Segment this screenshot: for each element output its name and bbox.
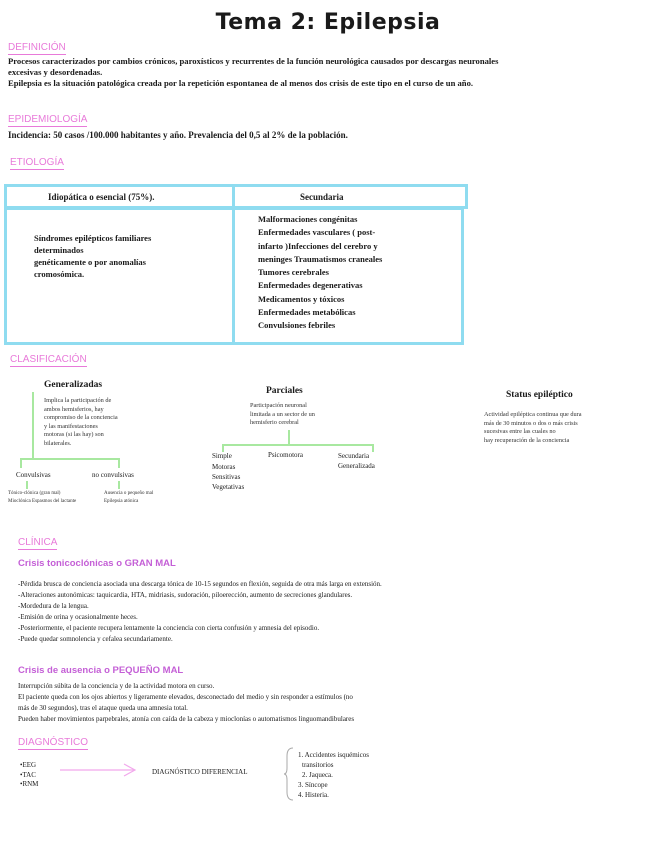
generalizadas-branch xyxy=(20,458,120,460)
gran-mal-line: -Alteraciones autonómicas: taquicardia, HTA, midriasis, sudoración, piloerección, aumento de secreciones glandulares. xyxy=(18,591,353,599)
secundaria-generalizada-label: Generalizada xyxy=(338,462,375,470)
pequeno-mal-line: El paciente queda con los ojos abiertos y ligeramente elevados, desconectado del medio y sin responder a estímulos (no xyxy=(18,693,353,701)
pequeno-mal-title: Crisis de ausencia o PEQUEÑO MAL xyxy=(18,665,184,676)
status-desc-line: sucesivas entre las cuales no xyxy=(484,428,556,436)
clinica-heading: CLÍNICA xyxy=(18,537,58,548)
status-desc xyxy=(484,411,582,445)
generalizadas-desc-line: ambos hemisferios, hay xyxy=(44,405,104,413)
parciales-desc xyxy=(250,402,315,428)
etiologia-col2-line: Medicamentos y tóxicos xyxy=(258,293,345,304)
diagnostico-list xyxy=(298,750,369,800)
etiologia-col1-text xyxy=(34,232,151,280)
generalizadas-desc-line: Implica la participación de xyxy=(44,397,112,404)
simple-item: Sensitivas xyxy=(212,473,241,481)
etiologia-col2-line: Enfermedades degenerativas xyxy=(258,280,363,291)
generalizadas-branch-left xyxy=(20,458,22,468)
diagnostico-test: •EEG xyxy=(20,761,37,769)
simple-label: Simple xyxy=(212,452,232,460)
parciales-branch-left xyxy=(222,444,224,452)
parciales-connector xyxy=(288,430,290,444)
gran-mal-line: -Mordedura de la lengua. xyxy=(18,602,89,610)
etiologia-column-divider xyxy=(232,207,235,345)
etiologia-col2-line: Enfermedades metabólicas xyxy=(258,307,356,318)
etiologia-col1-line: determinados xyxy=(34,245,84,255)
generalizadas-desc-line: motoras (si las hay) son xyxy=(44,431,104,439)
pequeno-mal-line: más de 30 segundos), tras el ataque queda una amnesia total. xyxy=(18,704,188,712)
gran-mal-line: -Posteriormente, el paciente recupera lentamente la conciencia con cierta confusión y amnesia del episodio. xyxy=(18,624,320,632)
definicion-line: excesivas y desordenadas. xyxy=(8,67,103,77)
pequeno-mal-line: Interrupción súbita de la conciencia y de la actividad motora en curso. xyxy=(18,682,215,690)
generalizadas-desc xyxy=(44,397,118,449)
etiologia-header-divider xyxy=(232,184,468,209)
etiologia-col2-line: Enfermedades vasculares ( post- xyxy=(258,227,376,238)
pequeno-mal-line: Pueden haber movimientos parpebrales, atonía con caída de la cabeza y mioclonías o automatismos linguomandibulares xyxy=(18,715,355,723)
definicion-text xyxy=(8,56,648,89)
convulsivas-desc xyxy=(8,490,76,506)
convulsivas-label: Convulsivas xyxy=(16,471,51,479)
page-title: Tema 2: Epilepsia xyxy=(215,10,441,35)
status-desc-line: Actividad epiléptica continua que dura xyxy=(484,411,582,418)
etiologia-col1-line: cromosómica. xyxy=(34,269,85,279)
generalizadas-desc-line: compromiso de la conciencia xyxy=(44,414,118,422)
etiologia-col2-line: Malformaciones congénitas xyxy=(258,214,358,224)
generalizadas-connector xyxy=(32,392,34,458)
diagnostico-list-item: 3. Síncope xyxy=(298,781,328,789)
convulsivas-desc-line: Mioclónica Espasmos del lactante xyxy=(8,499,77,504)
simple-item: Vegetativas xyxy=(212,483,245,491)
gran-mal-line: -Emisión de orina y ocasionalmente heces. xyxy=(18,613,138,621)
gran-mal-line: -Puede quedar somnolencia y cefalea secundariamente. xyxy=(18,635,173,643)
diagnostico-list-item: 4. Histeria. xyxy=(298,791,329,799)
parciales-desc-line: limitada a un sector de un xyxy=(250,410,315,418)
no-convulsivas-desc-line: Epilepsia atónica xyxy=(104,499,139,504)
epidemiologia-heading: EPIDEMIOLOGÍA xyxy=(8,114,88,125)
status-title: Status epiléptico xyxy=(506,390,573,400)
parciales-title: Parciales xyxy=(266,386,303,396)
diagnostico-list-item: 1. Accidentes isquémicos xyxy=(298,751,369,759)
convulsivas-connector xyxy=(26,481,28,489)
parciales-branch-right xyxy=(372,444,374,452)
convulsivas-desc-line: Tónico-clónica (gran mal) xyxy=(8,491,61,496)
generalizadas-branch-right xyxy=(118,458,120,468)
definicion-line: Epilepsia es la situación patológica creada por la repetición espontanea de al menos dos crisis de este tipo en el curso de un año. xyxy=(8,78,474,88)
diagnostico-heading: DIAGNÓSTICO xyxy=(18,737,89,748)
no-convulsivas-connector xyxy=(118,481,120,489)
diagnostico-diferencial-label: DIAGNÓSTICO DIFERENCIAL xyxy=(152,768,248,776)
etiologia-col2-line: infarto )Infecciones del cerebro y xyxy=(258,240,378,251)
arrow-right-icon xyxy=(58,762,138,778)
secundaria-label: Secundaria xyxy=(338,452,370,460)
status-desc-line: más de 30 minutos o dos o más crisis xyxy=(484,419,578,427)
no-convulsivas-desc xyxy=(104,490,153,506)
etiologia-heading: ETIOLOGÍA xyxy=(10,157,64,168)
gran-mal-line: -Pérdida brusca de conciencia asociada una descarga tónica de 10-15 segundos en flexión, seguida de otra más larga en extensión. xyxy=(18,580,382,588)
generalizadas-desc-line: bilaterales. xyxy=(44,439,72,447)
gran-mal-text xyxy=(18,579,648,645)
etiologia-col2-text xyxy=(258,213,382,333)
etiologia-col2-line: meninges Traumatismos craneales xyxy=(258,253,383,264)
no-convulsivas-label: no convulsivas xyxy=(92,471,134,479)
clasificacion-heading: CLASIFICACIÓN xyxy=(10,354,87,365)
etiologia-col2-header: Secundaria xyxy=(300,192,344,202)
parciales-desc-line: Participación neuronal xyxy=(250,402,307,409)
etiologia-col2-line: Convulsiones febriles xyxy=(258,320,336,331)
simple-items xyxy=(212,462,244,492)
etiologia-col2-line: Tumores cerebrales xyxy=(258,267,329,278)
diagnostico-tests xyxy=(20,761,38,790)
diagnostico-list-item: transitorios xyxy=(302,761,334,769)
definicion-heading: DEFINICIÓN xyxy=(8,42,66,53)
no-convulsivas-desc-line: Ausencia o pequeño mal xyxy=(104,491,154,496)
definicion-line: Procesos caracterizados por cambios crónicos, paroxísticos y recurrentes de la función neurológica causados por descargas neuronales xyxy=(8,56,499,66)
etiologia-col1-line: genéticamente o por anomalías xyxy=(34,257,146,267)
gran-mal-title: Crisis tonicoclónicas o GRAN MAL xyxy=(18,558,176,569)
psicomotora-label: Psicomotora xyxy=(268,451,303,459)
generalizadas-desc-line: y las manifestaciones xyxy=(44,422,98,430)
simple-item: Motoras xyxy=(212,463,236,471)
status-desc-line: hay recuperación de la conciencia xyxy=(484,436,570,444)
diagnostico-list-item: 2. Jaqueca. xyxy=(302,771,333,779)
etiologia-col1-line: Síndromes epilépticos familiares xyxy=(34,233,152,243)
generalizadas-title: Generalizadas xyxy=(44,380,103,390)
epidemiologia-text: Incidencia: 50 casos /100.000 habitantes y año. Prevalencia del 0,5 al 2% de la población. xyxy=(8,130,348,140)
diagnostico-test: •TAC xyxy=(20,770,36,779)
pequeno-mal-text xyxy=(18,681,648,725)
parciales-branch xyxy=(222,444,374,446)
etiologia-col1-header: Idiopática o esencial (75%). xyxy=(48,192,155,202)
diagnostico-test: •RNM xyxy=(20,780,39,788)
left-brace-icon xyxy=(283,746,295,802)
parciales-desc-line: hemisferio cerebral xyxy=(250,419,299,427)
